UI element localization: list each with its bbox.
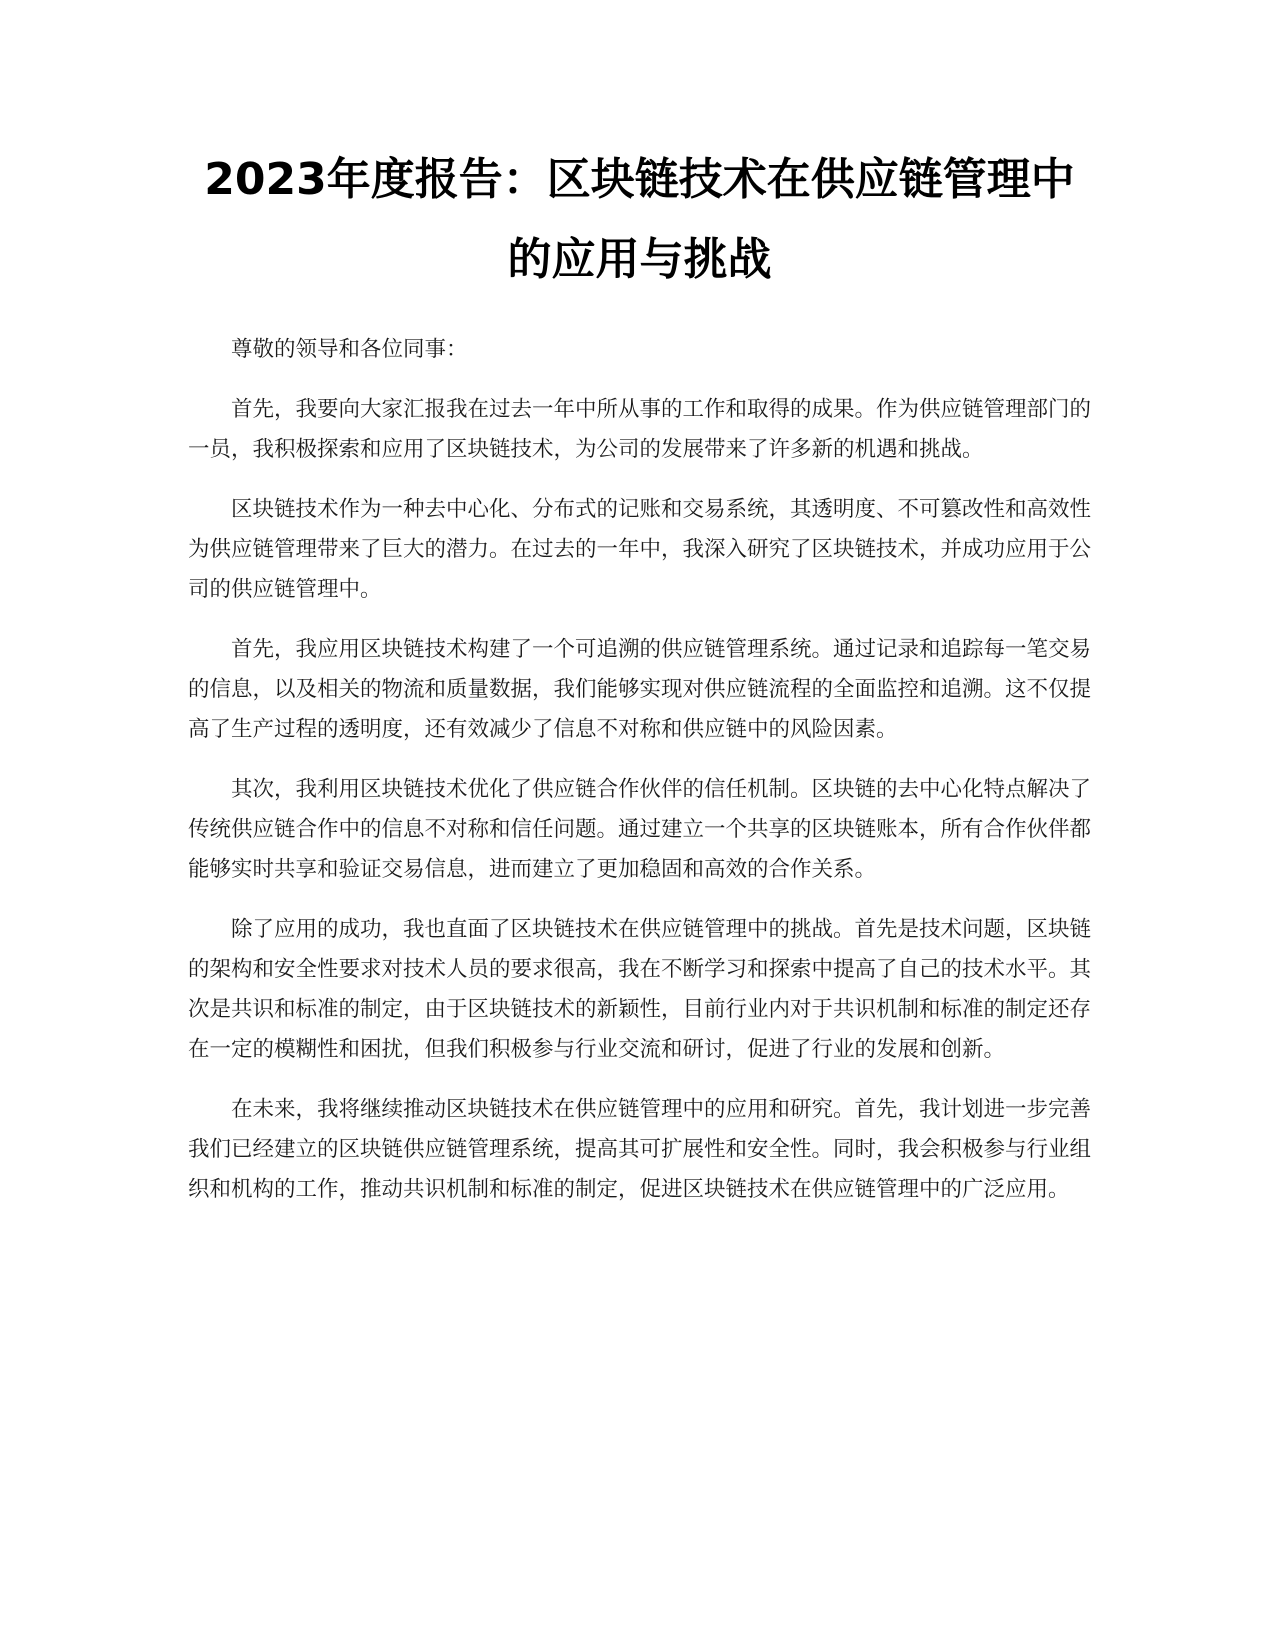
- paragraph-challenges: 除了应用的成功，我也直面了区块链技术在供应链管理中的挑战。首先是技术问题，区块链的架构和安全性要求对技术人员的要求很高，我在不断学习和探索中提高了自己的技术水平。其次是共识和标准的制定，由于区块链技术的新颖性，目前行业内对于共识机制和标准的制定还存在一定的模糊性和困扰，但我们积极参与行业交流和研讨，促进了行业的发展和创新。: [188, 917, 1092, 1062]
- paragraph-future-plans: 在未来，我将继续推动区块链技术在供应链管理中的应用和研究。首先，我计划进一步完善我们已经建立的区块链供应链管理系统，提高其可扩展性和安全性。同时，我会积极参与行业组织和机构的工作，推动共识机制和标准的制定，促进区块链技术在供应链管理中的广泛应用。: [188, 1097, 1092, 1202]
- paragraph-blockchain-overview: 区块链技术作为一种去中心化、分布式的记账和交易系统，其透明度、不可篡改性和高效性为供应链管理带来了巨大的潜力。在过去的一年中，我深入研究了区块链技术，并成功应用于公司的供应链管理中。: [188, 497, 1092, 602]
- paragraph-traceability-system: 首先，我应用区块链技术构建了一个可追溯的供应链管理系统。通过记录和追踪每一笔交易的信息，以及相关的物流和质量数据，我们能够实现对供应链流程的全面监控和追溯。这不仅提高了生产过程的透明度，还有效减少了信息不对称和供应链中的风险因素。: [188, 637, 1092, 742]
- document-body: [188, 330, 1091, 1210]
- paragraph-intro: 首先，我要向大家汇报我在过去一年中所从事的工作和取得的成果。作为供应链管理部门的一员，我积极探索和应用了区块链技术，为公司的发展带来了许多新的机遇和挑战。: [188, 397, 1092, 462]
- paragraph-trust-mechanism: 其次，我利用区块链技术优化了供应链合作伙伴的信任机制。区块链的去中心化特点解决了传统供应链合作中的信息不对称和信任问题。通过建立一个共享的区块链账本，所有合作伙伴都能够实时共享和验证交易信息，进而建立了更加稳固和高效的合作关系。: [188, 777, 1092, 882]
- salutation: 尊敬的领导和各位同事：: [231, 337, 468, 362]
- document-title: 2023年度报告：区块链技术在供应链管理中的应用与挑战: [204, 154, 1075, 285]
